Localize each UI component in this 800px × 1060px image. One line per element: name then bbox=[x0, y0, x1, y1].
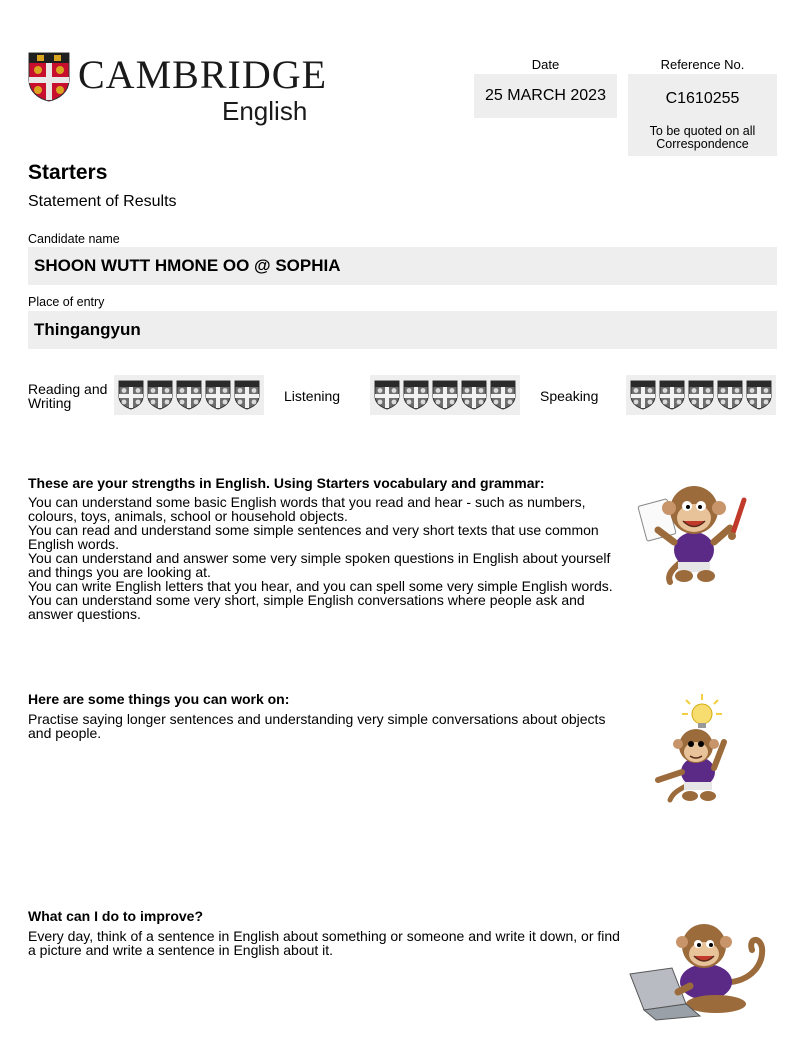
strengths-line: You can understand and answer some very simple spoken questions in English about yourself bbox=[28, 550, 611, 566]
strengths-line: You can understand some basic English words that you read and hear - such as numbers, bbox=[28, 494, 586, 510]
page-subtitle: Statement of Results bbox=[28, 193, 177, 210]
shield-icon bbox=[234, 380, 260, 410]
reference-value: C1610255 bbox=[665, 90, 740, 107]
date-label: Date bbox=[531, 57, 560, 72]
brand-sub: English bbox=[222, 96, 308, 126]
strengths-line: You can understand some very short, simple English conversations where people ask and bbox=[28, 592, 585, 608]
shield-icon bbox=[630, 380, 656, 410]
shield-icon bbox=[659, 380, 685, 410]
improve-line: a picture and write a sentence in English about it. bbox=[28, 942, 334, 958]
skill-label-line1: Reading and bbox=[28, 381, 108, 397]
place-label: Place of entry bbox=[28, 295, 105, 309]
strengths-heading: These are your strengths in English. Using Starters vocabulary and grammar: bbox=[28, 475, 545, 491]
work-on-text bbox=[28, 712, 628, 740]
candidate-label: Candidate name bbox=[28, 232, 120, 246]
strengths-line: You can write English letters that you hear, and you can spell some very simple English words. bbox=[28, 578, 613, 594]
shield-icon bbox=[374, 380, 400, 410]
reference-box bbox=[628, 74, 777, 156]
shields-speaking bbox=[626, 375, 776, 415]
shield-icon bbox=[176, 380, 202, 410]
work-on-line: Practise saying longer sentences and understanding very simple conversations about objects bbox=[28, 711, 606, 727]
skill-label-speaking: Speaking bbox=[540, 388, 599, 404]
place-of-entry: Thingangyun bbox=[28, 311, 777, 349]
reference-label: Reference No. bbox=[660, 57, 745, 72]
shield-icon bbox=[688, 380, 714, 410]
reference-note bbox=[628, 125, 777, 151]
shield-icon bbox=[147, 380, 173, 410]
shields-reading-writing bbox=[114, 375, 264, 415]
shield-icon bbox=[461, 380, 487, 410]
work-on-line: and people. bbox=[28, 725, 102, 741]
shield-icon bbox=[717, 380, 743, 410]
shields-listening bbox=[370, 375, 520, 415]
strengths-text bbox=[28, 495, 628, 621]
work-on-heading: Here are some things you can work on: bbox=[28, 691, 290, 707]
shield-icon bbox=[490, 380, 516, 410]
reference-note-line1: To be quoted on all bbox=[649, 124, 756, 138]
improve-text bbox=[28, 929, 628, 957]
brand-name: CAMBRIDGE bbox=[78, 52, 328, 97]
shield-icon bbox=[205, 380, 231, 410]
strengths-line: answer questions. bbox=[28, 606, 141, 622]
shield-icon bbox=[432, 380, 458, 410]
candidate-name: SHOON WUTT HMONE OO @ SOPHIA bbox=[28, 247, 777, 285]
strengths-line: You can read and understand some simple sentences and very short texts that use common bbox=[28, 522, 599, 538]
shield-icon bbox=[746, 380, 772, 410]
skill-label-listening: Listening bbox=[284, 388, 341, 404]
page-title: Starters bbox=[28, 161, 108, 184]
monkey-with-pencil-illustration bbox=[636, 478, 754, 586]
monkey-laptop-illustration bbox=[626, 912, 776, 1022]
skill-label-reading-writing bbox=[28, 382, 107, 410]
strengths-line: colours, toys, animals, school or household objects. bbox=[28, 508, 348, 524]
improve-line: Every day, think of a sentence in English about something or someone and write it down, or find bbox=[28, 928, 620, 944]
shield-icon bbox=[118, 380, 144, 410]
strengths-line: English words. bbox=[28, 536, 120, 552]
reference-note-line2: Correspondence bbox=[656, 137, 749, 151]
date-value: 25 MARCH 2023 bbox=[474, 74, 617, 118]
cambridge-crest-logo bbox=[28, 52, 70, 102]
strengths-line: and things you are looking at. bbox=[28, 564, 211, 580]
skill-label-line2: Writing bbox=[28, 395, 72, 411]
improve-heading: What can I do to improve? bbox=[28, 908, 204, 924]
monkey-lightbulb-illustration bbox=[648, 692, 740, 806]
shield-icon bbox=[403, 380, 429, 410]
